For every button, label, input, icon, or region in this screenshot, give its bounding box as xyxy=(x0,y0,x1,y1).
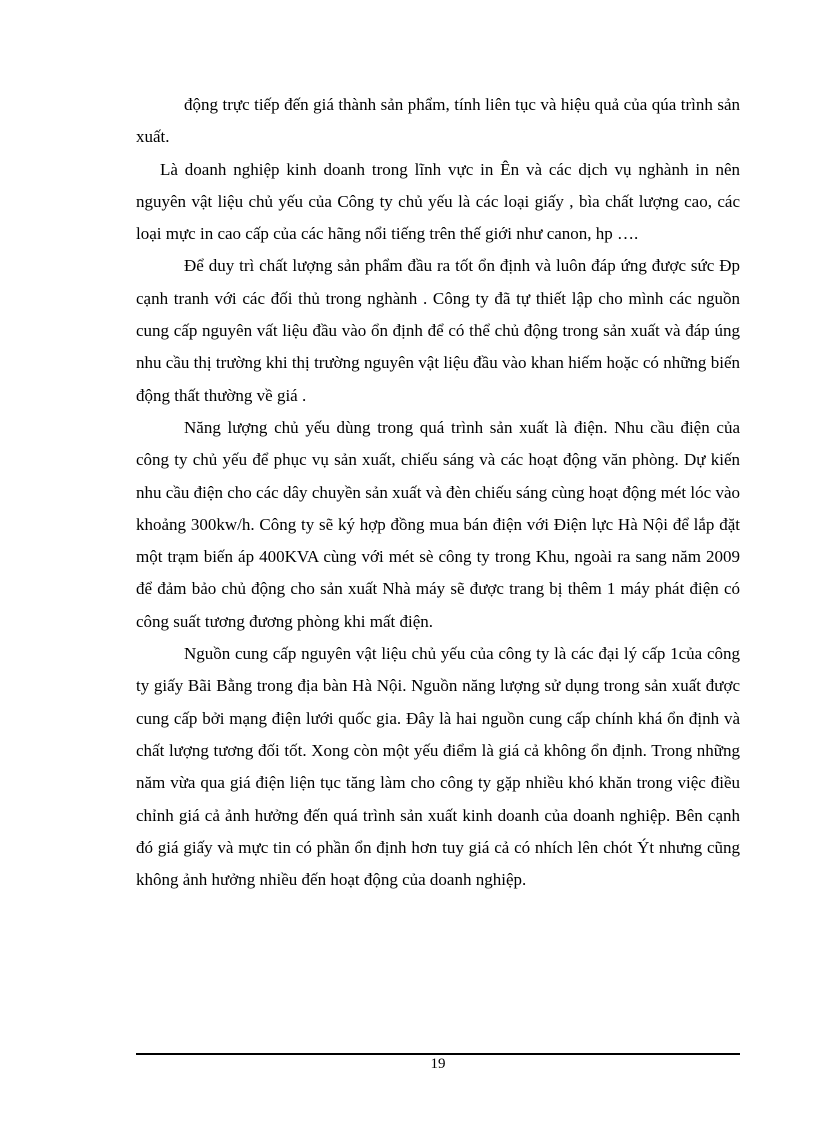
paragraph-supply-sources: Nguồn cung cấp nguyên vật liệu chủ yếu của công ty là các đại lý cấp 1của công ty giấy Bãi Bằng trong địa bàn Hà Nội. Nguồn năng lượng sử dụng trong sản xuất được cung cấp bởi mạng điện lưới quốc gia. Đây là hai nguồn cung cấp chính khá ổn định và chất lượng tương đối tốt. Xong còn một yếu điểm là giá cả không ổn định. Trong những năm vừa qua giá điện liện tục tăng làm cho công ty gặp nhiều khó khăn trong việc điều chỉnh giá cả ảnh hưởng đến quá trình sản xuất kinh doanh của doanh nghiệp. Bên cạnh đó giá giấy và mực tin có phần ổn định hơn tuy giá cả có nhích lên chót Ýt nhưng cũng không ảnh hưởng nhiều đến hoạt động của doanh nghiệp. xyxy=(136,644,740,890)
paragraph-quality: Để duy trì chất lượng sản phẩm đầu ra tốt ổn định và luôn đáp ứng được sức Ðp cạnh tranh với các đối thủ trong nghành . Công ty đã tự thiết lập cho mình các nguồn cung cấp nguyên vất liệu đầu vào ổn định để có thể chủ động trong sản xuất và đáp úng nhu cầu thị trường khi thị trường nguyên vật liệu đầu vào khan hiếm hoặc có những biến động thất thường về giá . xyxy=(136,256,740,405)
page-number: 19 xyxy=(430,1056,446,1072)
paragraph-materials: Là doanh nghiệp kinh doanh trong lĩnh vực in Ên và các dịch vụ nghành in nên nguyên vật liệu chủ yếu của Công ty chủ yếu là các loại giấy , bìa chất lượng cao, các loại mực in cao cấp của các hãng nổi tiếng trên thế giới như canon, hp …. xyxy=(136,159,740,244)
document-body xyxy=(136,89,740,896)
paragraph-continuation: động trực tiếp đến giá thành sản phẩm, tính liên tục và hiệu quả của qúa trình sản xuất. xyxy=(136,95,740,147)
paragraph-energy: Năng lượng chủ yếu dùng trong quá trình sản xuất là điện. Nhu cầu điện của công ty chủ yếu để phục vụ sản xuất, chiếu sáng và các hoạt động văn phòng. Dự kiến nhu cầu điện cho các dây chuyền sản xuất và đèn chiếu sáng cùng hoạt động mét lóc vào khoảng 300kw/h. Công ty sẽ ký hợp đồng mua bán điện với Điện lực Hà Nội để lắp đặt một trạm biến áp 400KVA cùng với mét sè công ty trong Khu, ngoài ra sang năm 2009 để đảm bảo chủ động cho sản xuất Nhà máy sẽ được trang bị thêm 1 máy phát điện có công suất tương đương phòng khi mất điện. xyxy=(136,417,740,631)
